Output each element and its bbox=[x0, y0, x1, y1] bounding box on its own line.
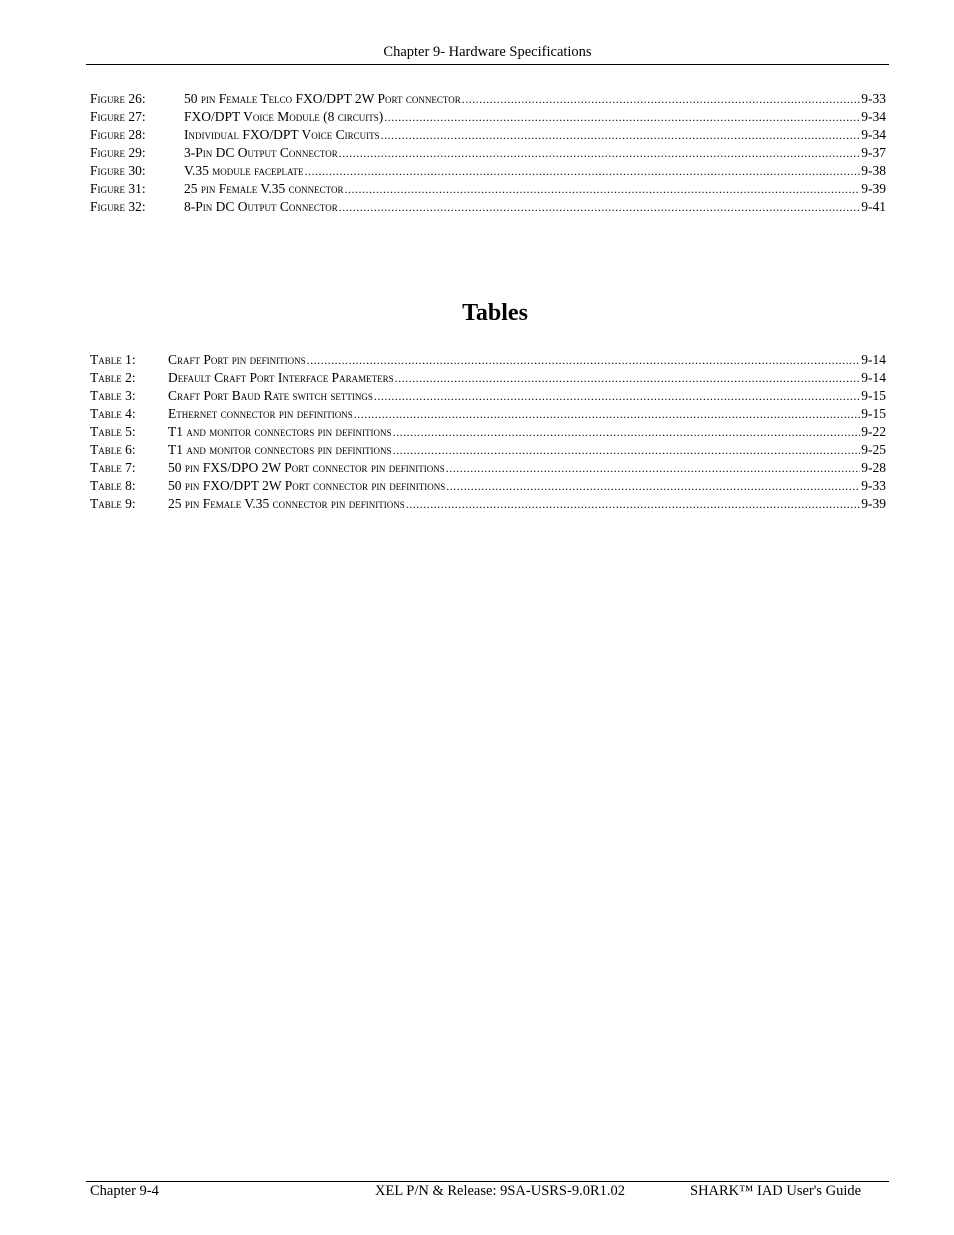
dot-leader bbox=[344, 180, 860, 198]
figure-page-number: 9-39 bbox=[861, 181, 886, 196]
dot-leader bbox=[354, 405, 861, 423]
dot-leader bbox=[462, 90, 861, 108]
figure-page-number: 9-34 bbox=[861, 109, 886, 124]
table-page-number: 9-25 bbox=[861, 442, 886, 457]
table-entry[interactable] bbox=[90, 495, 886, 513]
table-entry[interactable] bbox=[90, 405, 886, 423]
table-label: Table 5: bbox=[90, 424, 136, 439]
dot-leader bbox=[446, 459, 861, 477]
table-title: 50 pin FXS/DPO 2W Port connector pin definitions bbox=[168, 460, 445, 475]
footer-guide-title: SHARK™ IAD User's Guide bbox=[690, 1183, 862, 1199]
figure-entry[interactable] bbox=[90, 198, 886, 216]
figure-label: Figure 28: bbox=[90, 127, 146, 142]
table-title: 50 pin FXO/DPT 2W Port connector pin definitions bbox=[168, 478, 446, 493]
figure-label: Figure 32: bbox=[90, 199, 146, 214]
figures-list bbox=[90, 90, 886, 216]
dot-leader bbox=[339, 144, 861, 162]
table-title: T1 and monitor connectors pin definitions bbox=[168, 424, 392, 439]
table-page-number: 9-28 bbox=[861, 460, 886, 475]
figure-page-number: 9-34 bbox=[861, 127, 886, 142]
table-entry[interactable] bbox=[90, 351, 886, 369]
header-divider bbox=[86, 64, 889, 65]
dot-leader bbox=[384, 108, 860, 126]
table-label: Table 3: bbox=[90, 388, 136, 403]
dot-leader bbox=[374, 387, 860, 405]
table-title: Craft Port Baud Rate switch settings bbox=[168, 388, 373, 403]
figure-label: Figure 27: bbox=[90, 109, 146, 124]
figure-page-number: 9-33 bbox=[861, 91, 886, 106]
table-title: Default Craft Port Interface Parameters bbox=[168, 370, 394, 385]
figure-page-number: 9-41 bbox=[861, 199, 886, 214]
table-label: Table 9: bbox=[90, 496, 136, 511]
figure-entry[interactable] bbox=[90, 126, 886, 144]
table-page-number: 9-14 bbox=[861, 370, 886, 385]
figure-title: V.35 module faceplate bbox=[184, 163, 304, 178]
figure-title: 3-Pin DC Output Connector bbox=[184, 145, 338, 160]
table-entry[interactable] bbox=[90, 423, 886, 441]
footer-chapter-page: Chapter 9-4 bbox=[90, 1183, 159, 1199]
dot-leader bbox=[393, 423, 861, 441]
dot-leader bbox=[395, 369, 861, 387]
dot-leader bbox=[393, 441, 861, 459]
figure-entry[interactable] bbox=[90, 162, 886, 180]
table-entry[interactable] bbox=[90, 477, 886, 495]
dot-leader bbox=[446, 477, 860, 495]
table-title: Craft Port pin definitions bbox=[168, 352, 306, 367]
table-page-number: 9-22 bbox=[861, 424, 886, 439]
figure-entry[interactable] bbox=[90, 108, 886, 126]
table-entry[interactable] bbox=[90, 369, 886, 387]
table-label: Table 6: bbox=[90, 442, 136, 457]
figure-title: 50 pin Female Telco FXO/DPT 2W Port connector bbox=[184, 91, 461, 106]
table-page-number: 9-33 bbox=[861, 478, 886, 493]
table-label: Table 4: bbox=[90, 406, 136, 421]
table-page-number: 9-15 bbox=[861, 388, 886, 403]
figure-entry[interactable] bbox=[90, 144, 886, 162]
figure-title: 25 pin Female V.35 connector bbox=[184, 181, 344, 196]
dot-leader bbox=[381, 126, 861, 144]
table-entry[interactable] bbox=[90, 387, 886, 405]
figure-label: Figure 30: bbox=[90, 163, 146, 178]
figure-label: Figure 26: bbox=[90, 91, 146, 106]
tables-heading: Tables bbox=[462, 300, 528, 326]
figure-title: FXO/DPT Voice Module (8 circuits) bbox=[184, 109, 384, 124]
table-entry[interactable] bbox=[90, 459, 886, 477]
figure-page-number: 9-37 bbox=[861, 145, 886, 160]
table-title: 25 pin Female V.35 connector pin definitions bbox=[168, 496, 405, 511]
table-title: Ethernet connector pin definitions bbox=[168, 406, 353, 421]
table-label: Table 8: bbox=[90, 478, 136, 493]
figure-entry[interactable] bbox=[90, 90, 886, 108]
footer-release: XEL P/N & Release: 9SA-USRS-9.0R1.02 bbox=[375, 1183, 625, 1199]
figure-label: Figure 29: bbox=[90, 145, 146, 160]
tables-list bbox=[90, 351, 886, 513]
table-page-number: 9-15 bbox=[861, 406, 886, 421]
figure-title: 8-Pin DC Output Connector bbox=[184, 199, 338, 214]
table-page-number: 9-39 bbox=[861, 496, 886, 511]
page-header: Chapter 9- Hardware Specifications bbox=[383, 44, 592, 60]
table-label: Table 7: bbox=[90, 460, 136, 475]
dot-leader bbox=[406, 495, 861, 513]
dot-leader bbox=[307, 351, 861, 369]
table-page-number: 9-14 bbox=[861, 352, 886, 367]
figure-entry[interactable] bbox=[90, 180, 886, 198]
figure-title: Individual FXO/DPT Voice Circuits bbox=[184, 127, 380, 142]
footer-divider bbox=[86, 1181, 889, 1182]
figure-label: Figure 31: bbox=[90, 181, 146, 196]
dot-leader bbox=[304, 162, 860, 180]
table-entry[interactable] bbox=[90, 441, 886, 459]
table-label: Table 2: bbox=[90, 370, 136, 385]
figure-page-number: 9-38 bbox=[861, 163, 886, 178]
table-title: T1 and monitor connectors pin definitions bbox=[168, 442, 392, 457]
table-label: Table 1: bbox=[90, 352, 136, 367]
dot-leader bbox=[339, 198, 861, 216]
